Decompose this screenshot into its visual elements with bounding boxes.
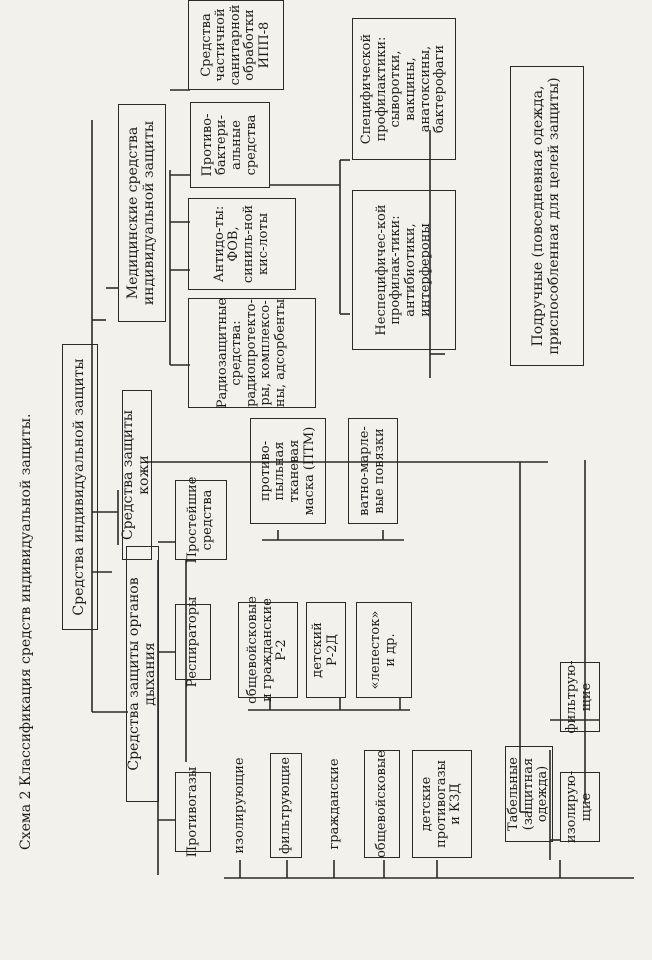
respirator-r2d: детский Р-2Д — [306, 602, 346, 698]
root-title: Средства индивидуальной защиты — [62, 344, 98, 630]
respirator-r2: общевойсковые и гражданские Р-2 — [238, 602, 298, 698]
antidotes: Антидо-ты: ФОВ, синиль-ной кис-лоты — [188, 198, 296, 290]
medical-title: Медицинские средства индивидуальной защиты — [118, 104, 166, 322]
gas-mask-civil: гражданские — [326, 758, 342, 850]
respirators: Респираторы — [175, 604, 211, 680]
sanitary-treatment-means: Средства частичной санитарной обработки ИПП-8 — [188, 0, 284, 90]
gauze-bandages: ватно-марле-вые повязки — [348, 418, 398, 524]
standard-suits: Табельные (защитная одежда) — [505, 746, 553, 842]
suit-filtering: фильтрую-щие — [560, 662, 600, 732]
specific-prophylaxis: Специфической профилактики: сыворотки, вакцины, анатоксины, бактерофаги — [352, 18, 456, 160]
gas-mask-isolating: изолирующие — [231, 757, 247, 854]
respiratory-title: Средства защиты органов дыхания — [126, 546, 159, 802]
gas-masks: Противогазы — [175, 772, 211, 852]
skin-title: Средства защиты кожи — [122, 390, 152, 560]
dust-mask: противо-пыльная тканевая маска (ПТМ) — [250, 418, 326, 524]
antibacterial-means: Противо-бактери-альные средства — [190, 102, 270, 188]
gas-mask-filtering: фильтрующие — [270, 753, 302, 858]
gas-mask-children: детские противогазы и КЗД — [412, 750, 472, 858]
scheme-caption: Схема 2 Классификация средств индивидуальной защиты. — [18, 413, 34, 850]
suit-isolating: изолирую-щие — [560, 772, 600, 842]
simplest-means: Простейшие средства — [175, 480, 227, 560]
respirator-petal: «лепесток» и др. — [356, 602, 412, 698]
radioprotective-means: Радиозащитные средства: радиопротекто-ры, комплексо-ны, адсорбенты — [188, 298, 316, 408]
improvised-means: Подручные (повседневная одежда, приспособленная для целей защиты) — [510, 66, 584, 366]
gas-mask-military: общевойсковые — [364, 750, 400, 858]
nonspecific-prophylaxis: Неспецифичес-кой профилак-тики: антибиотики, интерфероны — [352, 190, 456, 350]
